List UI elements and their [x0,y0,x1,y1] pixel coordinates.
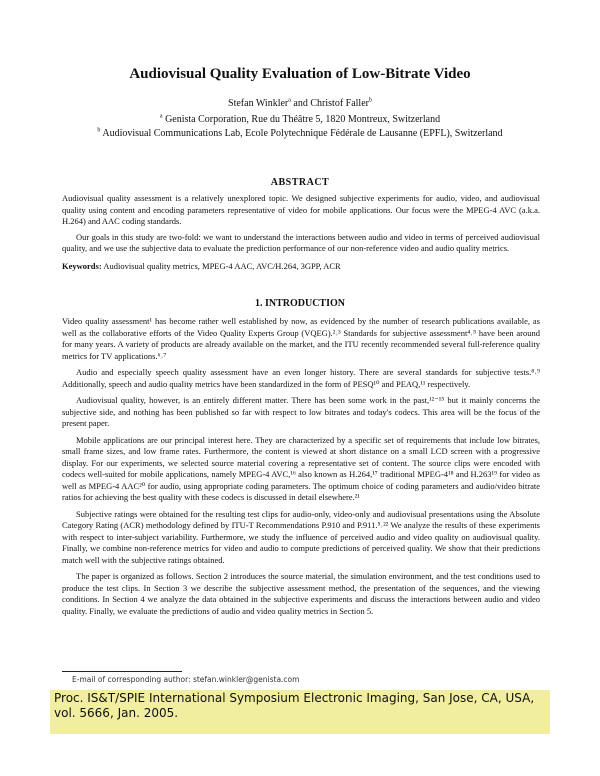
abstract-heading: ABSTRACT [270,177,330,188]
abstract-body [62,193,540,272]
affiliations [60,113,540,141]
footnote-rule [62,671,182,672]
abstract-paragraph-2: Our goals in this study are two-fold: we want to understand the interactions between audio and video in terms of perceived audiovisual quality, and we use the subjective data to evaluate the prediction performance of our non-reference video and audio quality metrics. [62,231,540,253]
author-line [0,98,600,109]
introduction-body [62,316,540,617]
author-1-affil-mark: a [288,97,291,104]
affiliation-a: $^a$ Genista Corporation, Rue du Théâtre 5, 1820 Montreux, Switzerland [159,113,441,125]
intro-paragraph-4: Mobile applications are our principal interest here. They are characterized by a specific set of requirements that include low bitrates, small frame sizes, and low frame rates. Furthermore, the content is viewed at short distance on a small LCD screen with a progressive display. For our experiments, we selected source material covering a representative set of content. The source clips were encoded with codecs well-suited for mobile applications, namely MPEG-4 AVC,¹⁶ also known as H.264,¹⁷ traditional MPEG-4¹⁸ and H.263¹⁹ for video as well as MPEG-4 AAC²⁰ for audio, using appropriate coding parameters. The optimum choice of coding parameters and audio/video bitrate ratios for achieving the best quality with these codecs is discussed in detail elsewhere.²¹ [62,434,540,502]
keywords [62,261,540,273]
intro-paragraph-3: Audiovisual quality, however, is an entirely different matter. There has been some work in the past,¹²⁻¹⁵ but it mainly concerns the subjective side, and nothing has been published so far with respect to low bitrates and today's codecs. This area will be the focus of the present paper. [62,395,540,428]
proceedings-banner: Proc. IS&T/SPIE International Symposium Electronic Imaging, San Jose, CA, USA, vol. 5666, Jan. 2005. [50,690,550,734]
affil-a-mark: a [159,113,163,120]
paper-title: Audiovisual Quality Evaluation of Low-Bitrate Video [129,66,471,82]
author-1: Stefan Winkler [228,98,289,109]
keywords-label: Keywords: [62,260,102,271]
keywords-text: Audiovisual quality metrics, MPEG-4 AAC, AVC/H.264, 3GPP, ACR [103,260,341,271]
author-2-affil-mark: b [368,97,372,104]
intro-paragraph-2: Audio and especially speech quality assessment have an even longer history. There are several standards for subjective tests.⁸˒⁹ Additionally, speech and audio quality metrics have been standardized in the form of PESQ¹⁰ and PEAQ,¹¹ respectively. [62,367,540,389]
section-heading-introduction: 1. INTRODUCTION [254,298,345,309]
author-separator: and [290,98,311,109]
author-2: Christof Faller [310,98,369,109]
intro-paragraph-1: Video quality assessment¹ has become rather well established by now, as evidenced by the number of research publications available, as well as the collaborative efforts of the Video Quality Experts Group (VQEG).²˒³ Standards for subjective assessment⁴˒⁵ have been around for many years. A variety of products are already available on the market, and the ITU recently recommended several full-reference quality metrics for TV applications.⁶˒⁷ [62,316,540,361]
affiliation-b: $^b$ Audiovisual Communications Lab, Ecole Polytechnique Fédérale de Lausanne (EPFL), Switzerland [97,127,503,139]
footnote-email: E-mail of corresponding author: stefan.winkler@genista.com [72,675,300,684]
intro-paragraph-6: The paper is organized as follows. Section 2 introduces the source material, the simulation environment, and the test conditions used to produce the test clips. In Section 3 we describe the subjective assessment method, the presentation of the sequences, and the viewing conditions. In Section 4 we analyze the data obtained in the subjective experiments and discuss the interactions between audio and video quality. Finally, we evaluate the predictions of audio and video quality metrics in Section 5. [62,571,540,616]
abstract-paragraph-1: Audiovisual quality assessment is a relatively unexplored topic. We designed subjective experiments for audio, video, and audiovisual quality using content and encoding parameters representative of video for mobile applications. Our focus were the MPEG-4 AVC (a.k.a. H.264) and AAC coding standards. [62,193,540,226]
affil-b-mark: b [97,127,101,134]
intro-paragraph-5: Subjective ratings were obtained for the resulting test clips for audio-only, video-only and audiovisual presentations using the Absolute Category Rating (ACR) methodology defined by ITU-T Recommendations P.910 and P.911.⁵˒²² We analyze the results of these experiments with respect to inter-subject variability. Furthermore, we study the influence of perceived audio and video quality on audiovisual quality. Finally, we combine non-reference metrics for video and audio to compute predictions of perceived quality. We show that their predictions match well with the subjective ratings obtained. [62,508,540,565]
